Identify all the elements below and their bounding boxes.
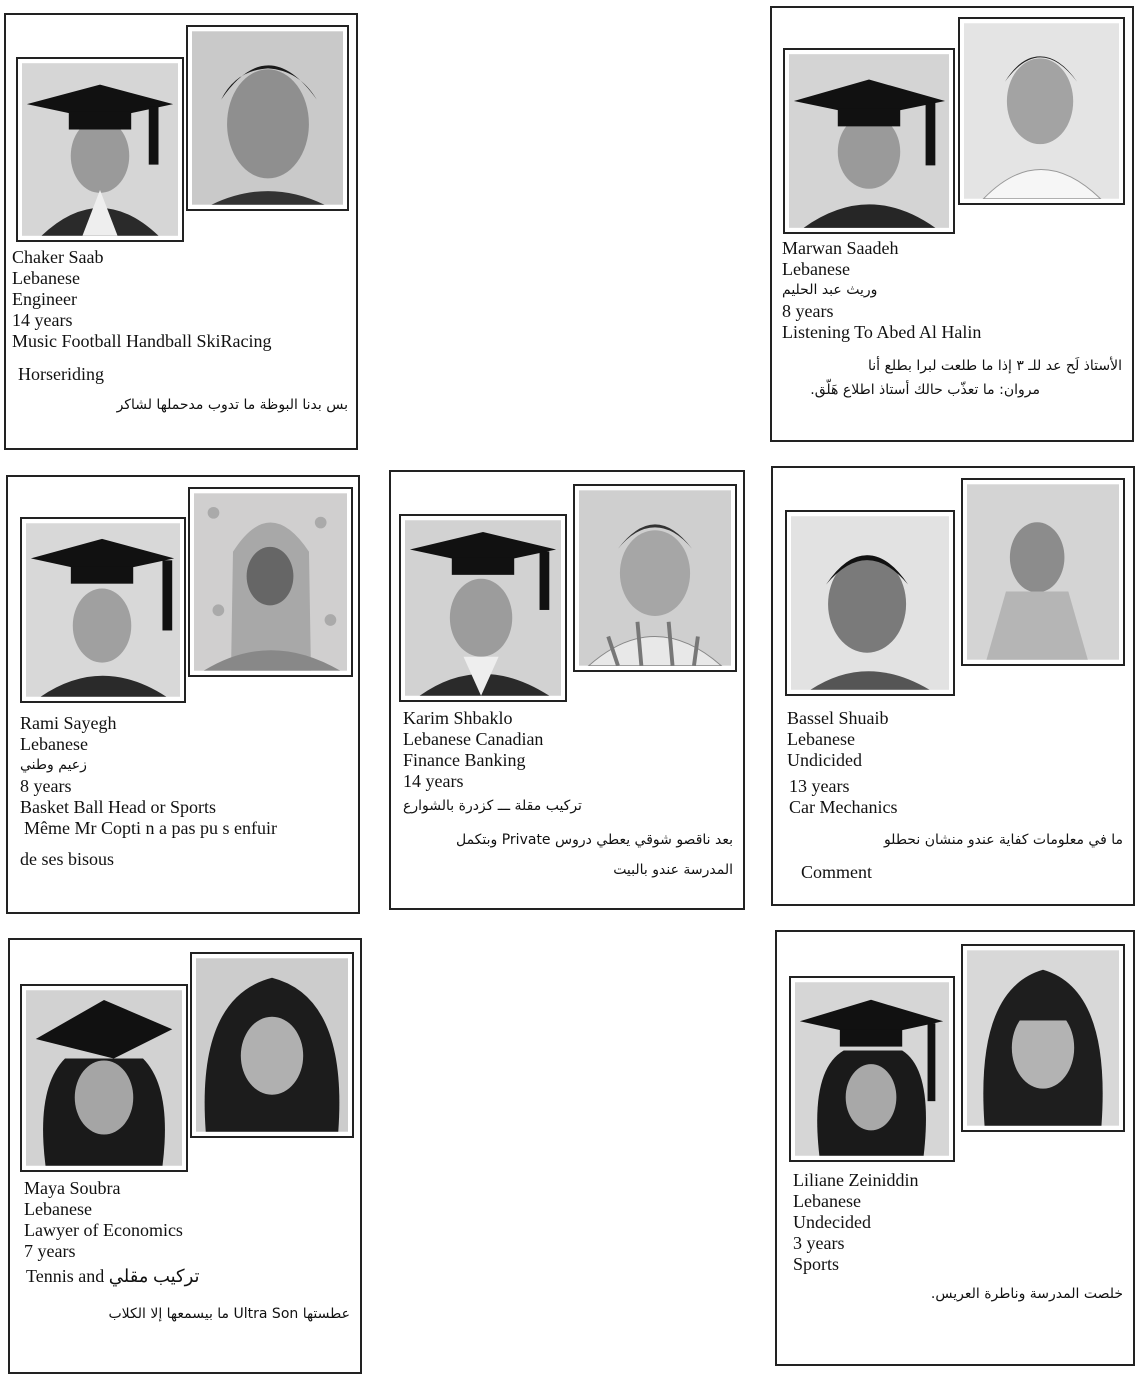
student-career: Lawyer of Economics: [24, 1220, 183, 1240]
student-nationality: Lebanese: [12, 268, 80, 288]
portrait-young-icon: [967, 950, 1119, 1126]
childhood-photo: [961, 944, 1125, 1132]
recent-photo: [785, 510, 955, 696]
student-card-bassel: [771, 466, 1135, 906]
student-info: [787, 708, 889, 771]
student-years: 13 years: [789, 776, 850, 796]
portrait-young-icon: [196, 958, 348, 1132]
student-nationality: Lebanese: [782, 259, 850, 279]
student-comment-line1: Même Mr Copti n a pas pu s enfuir: [24, 818, 277, 838]
graduation-photo: [16, 57, 184, 242]
student-comment-line2: de ses bisous: [20, 849, 114, 869]
student-info: [782, 238, 981, 343]
student-card-marwan: [770, 6, 1134, 442]
student-career: Finance Banking: [403, 750, 526, 770]
childhood-photo: [961, 478, 1125, 666]
student-comment-ar: ما في معلومات كفاية عندو منشان نحطلو: [883, 832, 1123, 848]
student-nationality: Lebanese Canadian: [403, 729, 544, 749]
childhood-photo: [188, 487, 353, 677]
student-career: Engineer: [12, 289, 77, 309]
graduation-photo: [783, 48, 955, 234]
student-comment-ar: بس بدنا البوظة ما تدوب مدحملها لشاكر: [116, 397, 348, 413]
student-nationality: Lebanese: [20, 734, 88, 754]
student-nationality: Lebanese: [787, 729, 855, 749]
student-name: Bassel Shuaib: [787, 708, 889, 728]
portrait-graduate-icon: [789, 54, 949, 228]
graduation-photo: [399, 514, 567, 702]
portrait-young-icon: [967, 484, 1119, 660]
student-card-maya: [8, 938, 362, 1374]
portrait-graduate-icon: [26, 990, 182, 1166]
student-comment-ar-line2: مروان: ما تعذّب حالك أستاذ اطلاع هَلّق.: [810, 382, 1040, 398]
student-hobbies-ar: تركيب مقلة ـــ كزدرة بالشوارع: [403, 798, 582, 814]
student-comment-ar: عطستها Ultra Son ما بيسمعها إلا الكلاب: [108, 1306, 350, 1322]
student-hobbies: Tennis and تركيب مقلي: [26, 1266, 200, 1286]
portrait-young-icon: [192, 31, 343, 205]
student-card-liliane: [775, 930, 1135, 1366]
portrait-young-icon: [964, 23, 1119, 199]
student-years: 14 years: [403, 771, 464, 791]
student-years: 8 years: [782, 301, 834, 321]
student-comment-ar: خلصت المدرسة وناطرة العريس.: [930, 1286, 1123, 1302]
portrait-young-icon: [194, 493, 347, 671]
student-years: 14 years: [12, 310, 73, 330]
portrait-young-icon: [579, 490, 731, 666]
student-years: 3 years: [793, 1233, 845, 1253]
childhood-photo: [186, 25, 349, 211]
student-info: [793, 1170, 918, 1275]
student-card-chaker: [4, 13, 358, 450]
graduation-photo: [789, 976, 955, 1162]
student-years: 7 years: [24, 1241, 76, 1261]
student-name: Rami Sayegh: [20, 713, 117, 733]
student-name: Liliane Zeiniddin: [793, 1170, 919, 1190]
student-comment-ar-line1: الأستاذ لَح عد للـ ٣ إذا ما طلعت لبرا بطلع أنا: [867, 358, 1122, 374]
portrait-graduate-icon: [405, 520, 561, 696]
student-info: [12, 247, 271, 352]
childhood-photo: [190, 952, 354, 1138]
student-comment-ar-line2: المدرسة عندو بالبيت: [613, 862, 733, 878]
student-hobbies-cont: Horseriding: [18, 364, 104, 384]
student-info: [24, 1178, 183, 1262]
childhood-photo: [958, 17, 1125, 205]
student-name: Karim Shbaklo: [403, 708, 513, 728]
student-nationality: Lebanese: [793, 1191, 861, 1211]
student-nationality: Lebanese: [24, 1199, 92, 1219]
student-career: Undecided: [793, 1212, 871, 1232]
student-career-ar: زعيم وطني: [20, 757, 87, 773]
student-comment-ar-line1: بعد ناقصو شوقي يعطي دروس Private وبتكمل: [455, 832, 733, 848]
student-card-karim: [389, 470, 745, 910]
portrait-graduate-icon: [795, 982, 949, 1156]
student-career: Undicided: [787, 750, 862, 770]
student-name: Maya Soubra: [24, 1178, 121, 1198]
student-info: [403, 708, 543, 792]
student-hobbies: Sports: [793, 1254, 840, 1274]
portrait-teen-icon: [791, 516, 949, 690]
student-card-rami: [6, 475, 360, 914]
student-hobbies: Music Football Handball SkiRacing: [12, 331, 272, 351]
childhood-photo: [573, 484, 737, 672]
student-hobbies: Basket Ball Head or Sports: [20, 797, 216, 817]
portrait-graduate-icon: [26, 523, 180, 697]
student-career-ar: وريث عبد الحليم: [782, 282, 878, 298]
graduation-photo: [20, 517, 186, 703]
student-name: Marwan Saadeh: [782, 238, 899, 258]
portrait-graduate-icon: [22, 63, 178, 236]
student-years: 8 years: [20, 776, 72, 796]
student-name: Chaker Saab: [12, 247, 104, 267]
student-comment-label: Comment: [801, 862, 872, 882]
student-info: [20, 713, 216, 818]
student-info-2: [789, 776, 897, 818]
graduation-photo: [20, 984, 188, 1172]
student-hobbies: Listening To Abed Al Halin: [782, 322, 982, 342]
student-hobbies: Car Mechanics: [789, 797, 898, 817]
